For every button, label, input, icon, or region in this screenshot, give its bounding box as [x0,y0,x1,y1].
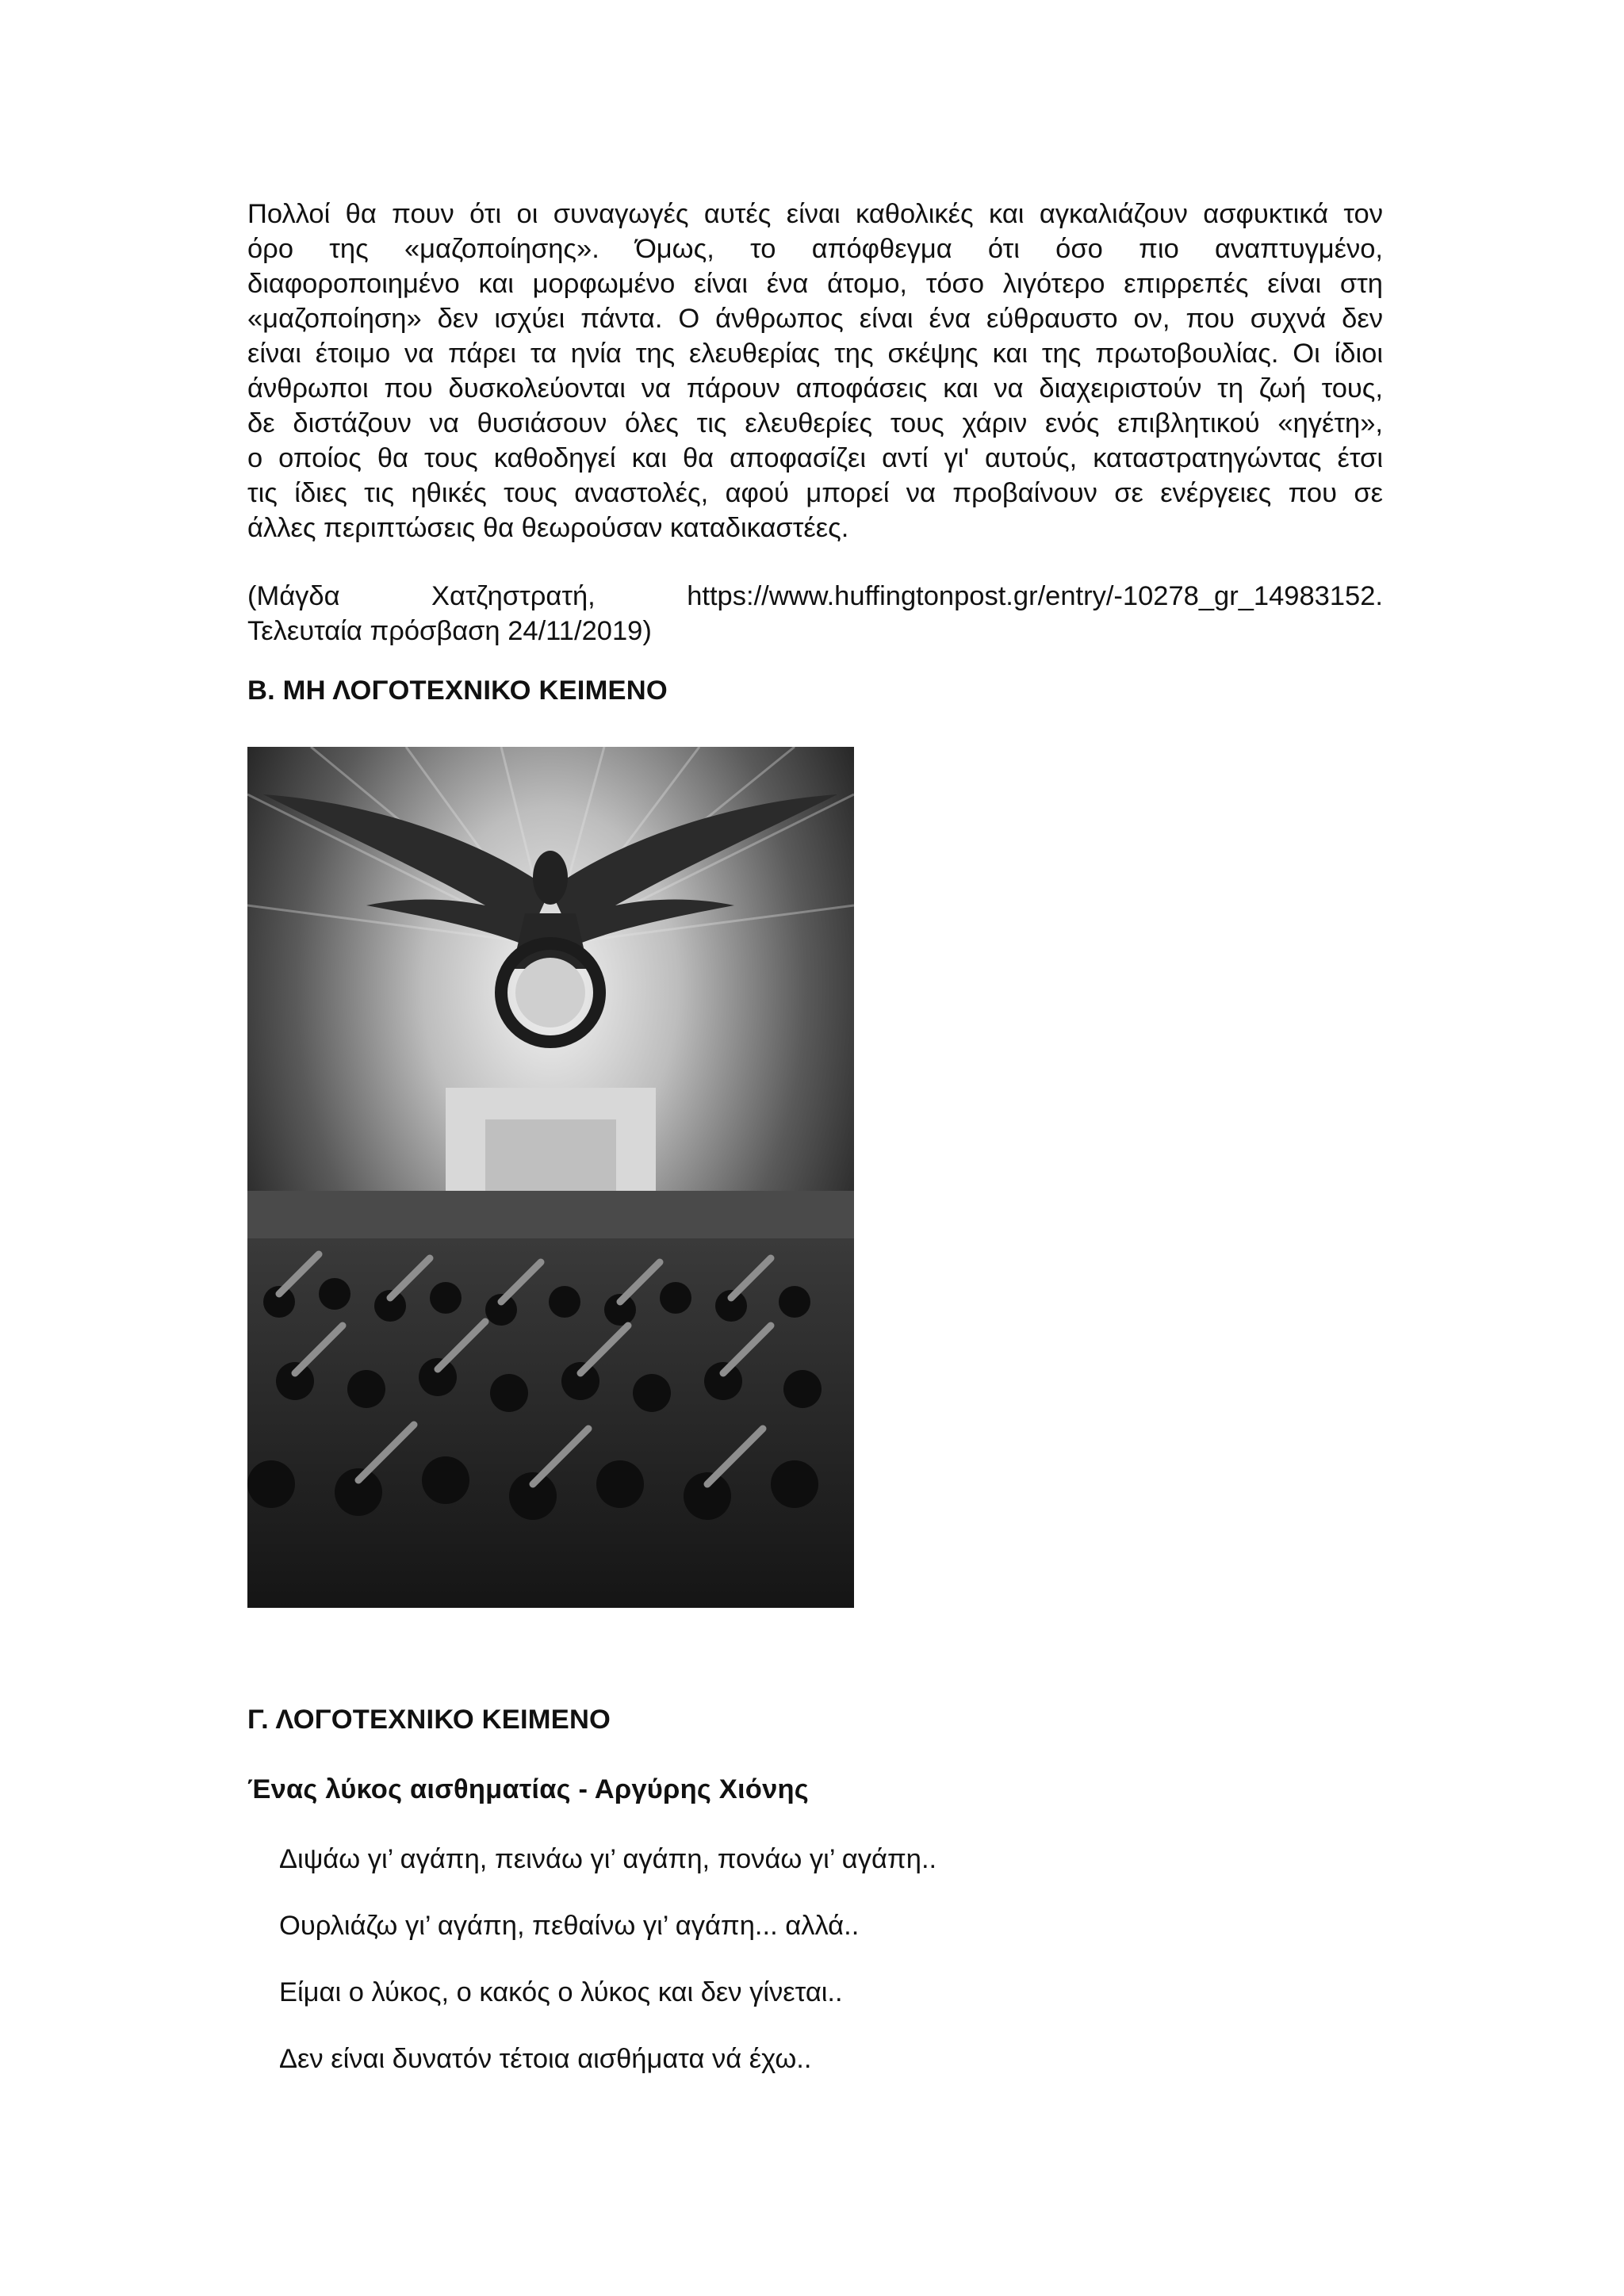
citation-line: Τελευταία πρόσβαση 24/11/2019) [247,616,652,646]
section-b-heading: Β. ΜΗ ΛΟΓΟΤΕΧΝΙΚΟ ΚΕΙΜΕΝΟ [247,675,668,706]
citation [247,579,1383,649]
paragraph-line: είναι έτοιμο να πάρει τα ηνία της ελευθερίας της σκέψης και της πρωτοβουλίας. Οι ίδιοι [247,339,1383,369]
photograph-image [247,747,854,1608]
poem-line: Είμαι ο λύκος, ο κακός ο λύκος και δεν γίνεται.. [279,1977,843,2007]
paragraph-line: άλλες περιπτώσεις θα θεωρούσαν καταδικαστέες. [247,513,849,543]
paragraph-line: τις ίδιες τις ηθικές τους αναστολές, αφού μπορεί να προβαίνουν σε ενέργειες που σε [247,478,1383,508]
poem-title: Ένας λύκος αισθηματίας - Αργύρης Χιόνης [247,1774,809,1804]
section-c-heading: Γ. ΛΟΓΟΤΕΧΝΙΚΟ ΚΕΙΜΕΝΟ [247,1705,611,1735]
poem-line: Δεν είναι δυνατόν τέτοια αισθήματα νά έχω.. [279,2044,812,2074]
paragraph-line: δε διστάζουν να θυσιάσουν όλες τις ελευθερίες τους χάριν ενός επιβλητικού «ηγέτη», [247,408,1383,438]
citation-line: (Μάγδα Χατζηστρατή, https://www.huffingtonpost.gr/entry/-10278_gr_14983152. [247,581,1383,611]
historical-photograph [247,747,854,1608]
paragraph-line: όρο της «μαζοποίησης». Όμως, το απόφθεγμα ότι όσο πιο αναπτυγμένο, [247,234,1383,264]
paragraph-line: «μαζοποίηση» δεν ισχύει πάντα. Ο άνθρωπος είναι ένα εύθραυστο ον, που συχνά δεν [247,304,1383,334]
paragraph-line: άνθρωποι που δυσκολεύονται να πάρουν αποφάσεις και να διαχειριστούν τη ζωή τους, [247,373,1383,404]
body-paragraph [247,197,1383,545]
paragraph-line: Πολλοί θα πουν ότι οι συναγωγές αυτές είναι καθολικές και αγκαλιάζουν ασφυκτικά τον [247,199,1383,229]
poem-line: Ουρλιάζω γι’ αγάπη, πεθαίνω γι’ αγάπη... αλλά.. [279,1911,860,1941]
paragraph-line: διαφοροποιημένο και μορφωμένο είναι ένα άτομο, τόσο λιγότερο επιρρεπές είναι στη [247,269,1383,299]
paragraph-line: ο οποίος θα τους καθοδηγεί και θα αποφασίζει αντί γι' αυτούς, καταστρατηγώντας έτσι [247,443,1383,473]
poem-line: Διψάω γι’ αγάπη, πεινάω γι’ αγάπη, πονάω γι’ αγάπη.. [279,1844,937,1874]
